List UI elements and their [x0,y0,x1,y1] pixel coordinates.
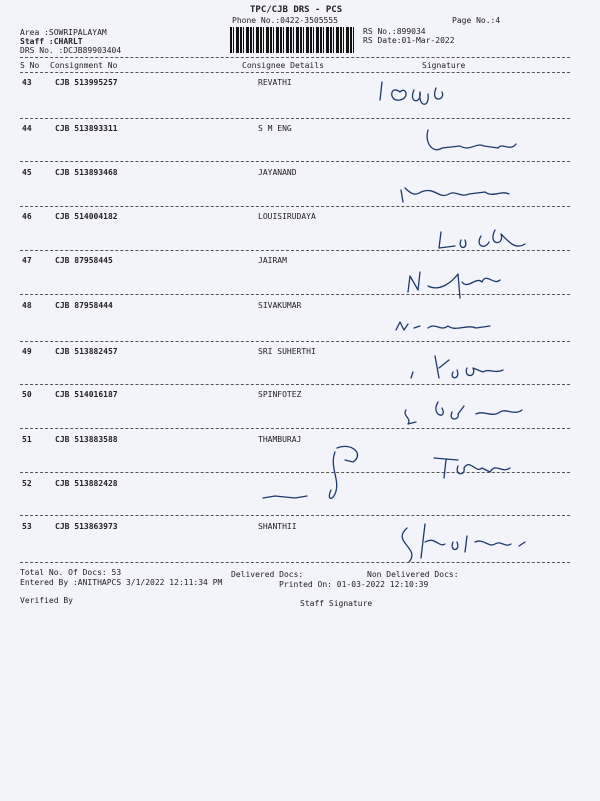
row-divider [20,515,570,516]
entered-by: Entered By :ANITHAPCS 3/1/2022 12:11:34 PM [20,578,223,587]
signature-scribble [420,124,540,162]
row-consignee: SRI SUHERTHI [258,347,316,356]
non-delivered-docs: Non Delivered Docs: [367,570,459,579]
row-sno: 44 [22,124,32,133]
rs-number: RS No.:899034 [363,27,426,36]
col-consignee: Consignee Details [242,61,324,70]
row-consignment: CJB 513882457 [55,347,118,356]
row-consignee: SPINFOTEZ [258,390,302,399]
divider [20,57,570,58]
row-consignee: THAMBURAJ [258,435,302,444]
row-sno: 53 [22,522,32,531]
signature-scribble [405,350,525,386]
area-label: Area :SOWRIPALAYAM [20,28,107,37]
row-consignment: CJB 87958444 [55,301,113,310]
row-consignee: LOUISIRUDAYA [258,212,316,221]
signature-scribble [390,316,510,340]
doc-title: TPC/CJB DRS - PCS [250,5,343,15]
row-sno: 43 [22,78,32,87]
printed-on: Printed On: 01-03-2022 12:10:39 [279,580,429,589]
signature-scribble [370,74,510,114]
row-divider [20,341,570,342]
delivered-docs: Delivered Docs: [231,570,304,579]
phone-number: Phone No.:0422-3505555 [232,16,338,25]
signature-scribble [255,440,375,510]
row-consignee: SHANTHII [258,522,297,531]
row-divider [20,206,570,207]
verified-by: Verified By [20,596,73,605]
row-consignment: CJB 514016187 [55,390,118,399]
row-sno: 48 [22,301,32,310]
row-sno: 52 [22,479,32,488]
row-sno: 50 [22,390,32,399]
divider [20,72,570,73]
row-consignment: CJB 513893468 [55,168,118,177]
signature-scribble [395,518,545,568]
row-consignee: JAIRAM [258,256,287,265]
row-divider [20,118,570,119]
row-consignment: CJB 87958445 [55,256,113,265]
page-number: Page No.:4 [452,16,501,25]
col-consignment: Consignment No [50,61,118,70]
row-consignment: CJB 513863973 [55,522,118,531]
staff-label: Staff :CHARLT [20,37,83,46]
row-consignee: REVATHI [258,78,292,87]
col-signature: Signature [422,61,466,70]
row-consignee: JAYANAND [258,168,297,177]
signature-scribble [400,396,540,432]
row-consignment: CJB 513893311 [55,124,118,133]
signature-scribble [430,448,530,482]
row-sno: 51 [22,435,32,444]
staff-signature: Staff Signature [300,599,373,608]
signature-scribble [400,262,540,302]
total-docs: Total No. Of Docs: 53 [20,568,122,577]
drs-number: DRS No. :DCJB89903404 [20,46,122,55]
row-consignment: CJB 513995257 [55,78,118,87]
signature-scribble [395,176,535,206]
row-consignment: CJB 514004182 [55,212,118,221]
row-consignment: CJB 513883588 [55,435,118,444]
row-sno: 46 [22,212,32,221]
row-consignee: SIVAKUMAR [258,301,302,310]
row-sno: 49 [22,347,32,356]
row-consignment: CJB 513882428 [55,479,118,488]
barcode-image [230,27,355,53]
rs-date: RS Date:01-Mar-2022 [363,36,455,45]
row-sno: 47 [22,256,32,265]
signature-scribble [435,220,545,256]
row-consignee: S M ENG [258,124,292,133]
row-sno: 45 [22,168,32,177]
col-sno: S No [20,61,40,70]
